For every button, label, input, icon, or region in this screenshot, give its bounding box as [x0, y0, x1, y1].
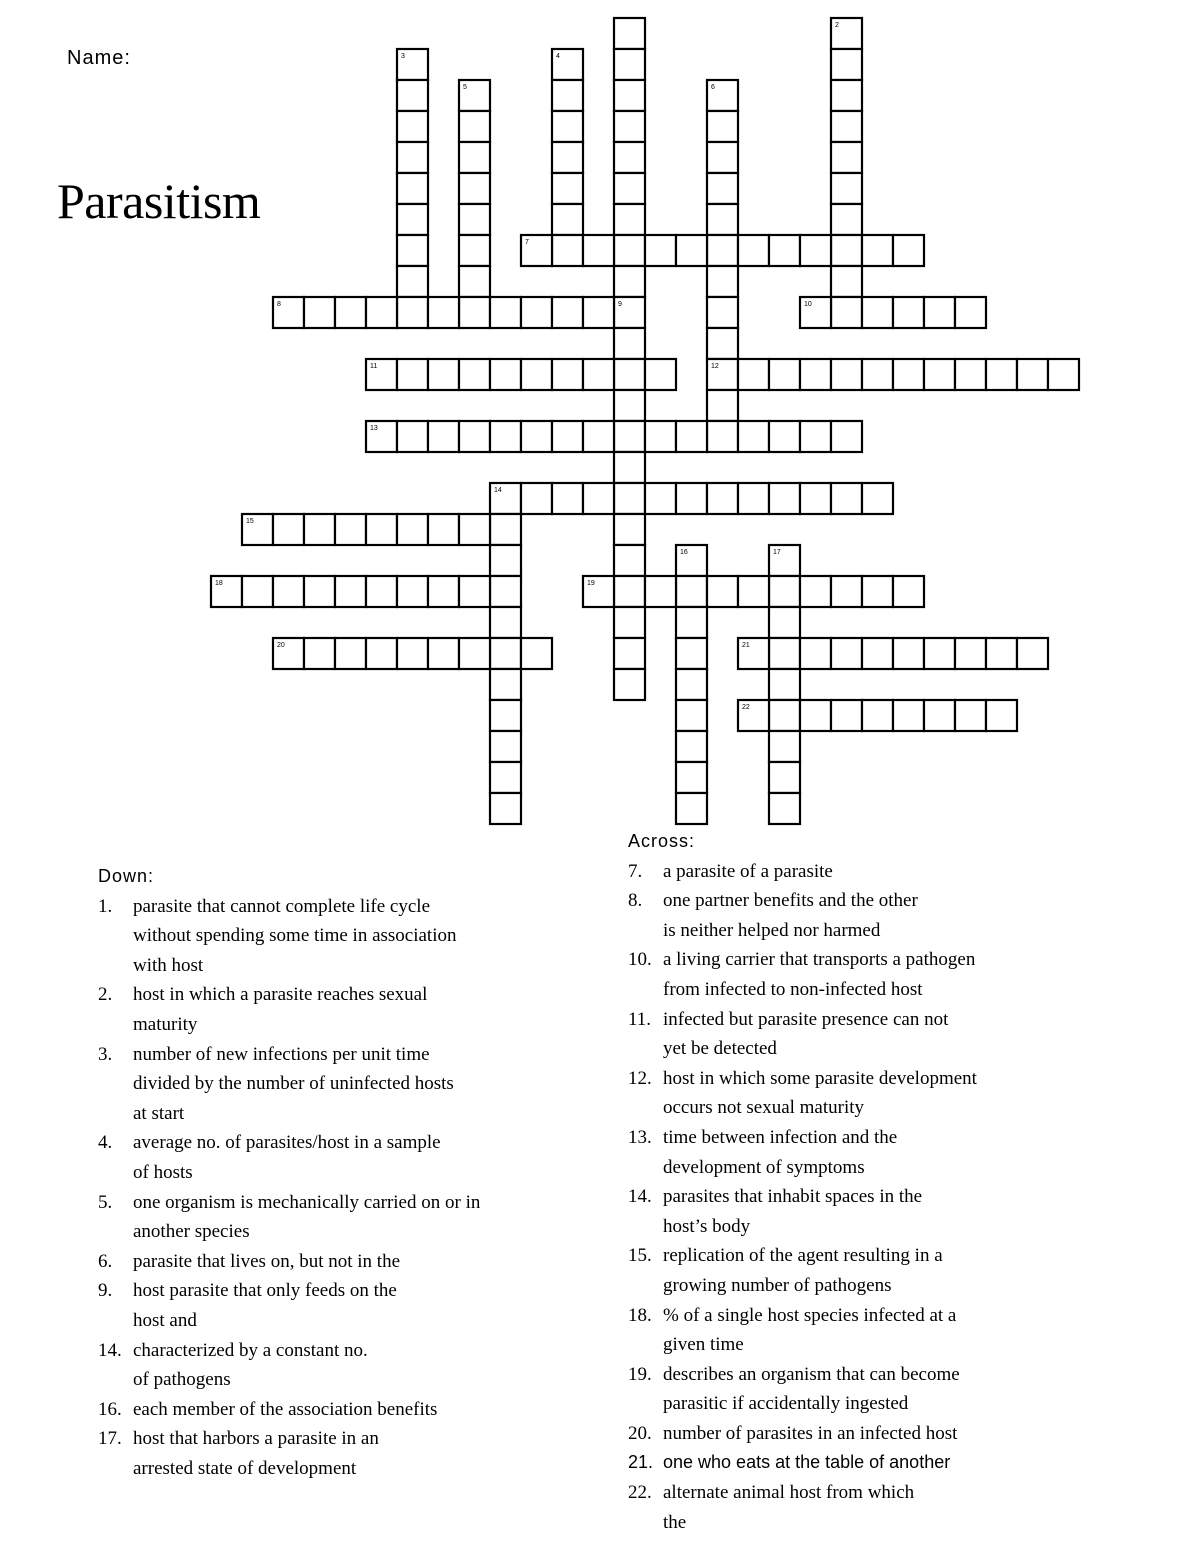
crossword-cell[interactable] — [397, 111, 428, 142]
crossword-cell[interactable] — [831, 483, 862, 514]
crossword-cell[interactable] — [893, 638, 924, 669]
down-heading: Down: — [98, 866, 155, 886]
crossword-cell[interactable] — [707, 328, 738, 359]
across-clue-14: 14. parasites that inhabit spaces in the host’s body — [628, 1186, 923, 1237]
crossword-cell[interactable] — [986, 638, 1017, 669]
crossword-cell[interactable] — [769, 576, 800, 607]
down-clue-3: 3. number of new infections per unit time divided by the number of uninfected hosts at start — [98, 1043, 454, 1124]
crossword-cell[interactable] — [893, 297, 924, 328]
crossword-cell[interactable] — [738, 235, 769, 266]
across-clue-12: 12. host in which some parasite development occurs not sexual maturity — [628, 1067, 977, 1119]
crossword-cell[interactable] — [459, 173, 490, 204]
crossword-cell[interactable] — [335, 576, 366, 607]
crossword-cell[interactable] — [769, 700, 800, 731]
crossword-cell[interactable] — [397, 638, 428, 669]
crossword-cell[interactable] — [366, 576, 397, 607]
crossword-cell[interactable] — [242, 576, 273, 607]
crossword-cell[interactable] — [397, 235, 428, 266]
cell-number-label: 20 — [277, 642, 285, 649]
crossword-cell[interactable] — [273, 576, 304, 607]
crossword-cell[interactable] — [397, 359, 428, 390]
cell-number-label: 7 — [525, 239, 529, 246]
crossword-cell[interactable] — [397, 576, 428, 607]
crossword-cell[interactable] — [614, 328, 645, 359]
cell-number-label: 8 — [277, 301, 281, 308]
crossword-cell[interactable] — [459, 421, 490, 452]
crossword-cell[interactable] — [552, 80, 583, 111]
crossword-cell[interactable] — [800, 235, 831, 266]
crossword-cell[interactable] — [552, 142, 583, 173]
crossword-cell[interactable] — [769, 607, 800, 638]
crossword-cell[interactable] — [676, 762, 707, 793]
crossword-cell[interactable] — [459, 576, 490, 607]
crossword-cell[interactable] — [521, 421, 552, 452]
cell-number-label: 22 — [742, 704, 750, 711]
crossword-cell[interactable] — [614, 266, 645, 297]
crossword-cell[interactable] — [955, 638, 986, 669]
crossword-cell[interactable] — [707, 297, 738, 328]
down-clue-14: 14. characterized by a constant no. of pathogens — [98, 1339, 368, 1391]
crossword-cell[interactable] — [800, 700, 831, 731]
crossword-cell[interactable] — [676, 700, 707, 731]
crossword-cell[interactable] — [862, 638, 893, 669]
crossword-cell[interactable] — [428, 514, 459, 545]
crossword-cell[interactable] — [831, 297, 862, 328]
down-clue-1: 1. parasite that cannot complete life cycle without spending some time in association with host — [98, 895, 457, 976]
crossword-cell[interactable] — [862, 483, 893, 514]
crossword-cell[interactable] — [552, 297, 583, 328]
crossword-cell[interactable] — [366, 638, 397, 669]
crossword-cell[interactable] — [769, 638, 800, 669]
crossword-cell[interactable] — [614, 452, 645, 483]
crossword-cell[interactable] — [552, 204, 583, 235]
down-clue-6: 6. parasite that lives on, but not in the — [98, 1250, 401, 1272]
crossword-cell[interactable] — [707, 173, 738, 204]
crossword-cell[interactable] — [614, 390, 645, 421]
crossword-cell[interactable] — [397, 142, 428, 173]
crossword-cell[interactable] — [490, 638, 521, 669]
crossword-cell[interactable] — [986, 700, 1017, 731]
crossword-cell[interactable] — [397, 204, 428, 235]
crossword-cell[interactable] — [614, 80, 645, 111]
crossword-cell[interactable] — [614, 514, 645, 545]
crossword-cell[interactable] — [831, 421, 862, 452]
crossword-cell[interactable] — [397, 173, 428, 204]
crossword-cell[interactable] — [459, 266, 490, 297]
crossword-cell[interactable] — [459, 359, 490, 390]
crossword-cell[interactable] — [304, 514, 335, 545]
cell-number-label: 6 — [711, 84, 715, 91]
crossword-cell[interactable] — [924, 297, 955, 328]
crossword-cell[interactable] — [1048, 359, 1079, 390]
cell-number-label: 3 — [401, 53, 405, 60]
crossword-cell[interactable] — [490, 700, 521, 731]
crossword-cell[interactable] — [676, 483, 707, 514]
crossword-cell[interactable] — [490, 669, 521, 700]
crossword-cell[interactable] — [831, 204, 862, 235]
page-title: Parasitism — [57, 173, 261, 229]
crossword-cell[interactable] — [428, 576, 459, 607]
crossword-cell[interactable] — [614, 576, 645, 607]
crossword-cell[interactable] — [769, 793, 800, 824]
crossword-cell[interactable] — [614, 421, 645, 452]
crossword-cell[interactable] — [614, 18, 645, 49]
crossword-cell[interactable] — [769, 762, 800, 793]
crossword-cell[interactable] — [707, 204, 738, 235]
crossword-cell[interactable] — [862, 359, 893, 390]
crossword-cell[interactable] — [459, 142, 490, 173]
name-label: Name: — [67, 47, 131, 69]
crossword-cell[interactable] — [955, 297, 986, 328]
crossword-cell[interactable] — [490, 297, 521, 328]
crossword-cell[interactable] — [335, 297, 366, 328]
crossword-cell[interactable] — [831, 638, 862, 669]
crossword-cell[interactable] — [738, 421, 769, 452]
crossword-cell[interactable] — [707, 421, 738, 452]
crossword-cell[interactable] — [893, 235, 924, 266]
crossword-cell[interactable] — [614, 111, 645, 142]
crossword-cell[interactable] — [769, 235, 800, 266]
crossword-cell[interactable] — [273, 514, 304, 545]
crossword-cell[interactable] — [676, 235, 707, 266]
cell-number-label: 9 — [618, 301, 622, 308]
crossword-cell[interactable] — [583, 359, 614, 390]
crossword-cell[interactable] — [614, 204, 645, 235]
cell-number-label: 14 — [494, 487, 502, 494]
crossword-cell[interactable] — [769, 731, 800, 762]
crossword-cell[interactable] — [614, 49, 645, 80]
crossword-cell[interactable] — [707, 390, 738, 421]
crossword-cell[interactable] — [459, 638, 490, 669]
cell-number-label: 5 — [463, 84, 467, 91]
crossword-cell[interactable] — [676, 576, 707, 607]
crossword-cell[interactable] — [521, 359, 552, 390]
crossword-cell[interactable] — [862, 576, 893, 607]
crossword-cell[interactable] — [769, 483, 800, 514]
cell-number-label: 19 — [587, 580, 595, 587]
crossword-cell[interactable] — [397, 266, 428, 297]
crossword-cell[interactable] — [521, 483, 552, 514]
cell-number-label: 13 — [370, 425, 378, 432]
crossword-cell[interactable] — [397, 80, 428, 111]
crossword-cell[interactable] — [490, 607, 521, 638]
crossword-cell[interactable] — [831, 576, 862, 607]
crossword-cell[interactable] — [614, 142, 645, 173]
crossword-cell[interactable] — [397, 297, 428, 328]
crossword-cell[interactable] — [893, 700, 924, 731]
cell-number-label: 18 — [215, 580, 223, 587]
crossword-cell[interactable] — [583, 483, 614, 514]
crossword-cell[interactable] — [645, 235, 676, 266]
crossword-cell[interactable] — [769, 359, 800, 390]
crossword-cell[interactable] — [397, 421, 428, 452]
down-clue-17: 17. host that harbors a parasite in an arrested state of development — [98, 1428, 379, 1479]
cell-number-label: 15 — [246, 518, 254, 525]
crossword-cell[interactable] — [490, 514, 521, 545]
crossword-cell[interactable] — [490, 576, 521, 607]
crossword-cell[interactable] — [831, 142, 862, 173]
crossword-cell[interactable] — [552, 173, 583, 204]
crossword-cell[interactable] — [304, 297, 335, 328]
across-clue-8: 8. one partner benefits and the other is neither helped nor harmed — [628, 890, 918, 941]
crossword-cell[interactable] — [986, 359, 1017, 390]
across-clue-18: 18. % of a single host species infected at a given time — [628, 1304, 957, 1356]
crossword-cell[interactable] — [645, 576, 676, 607]
crossword-cell[interactable] — [459, 111, 490, 142]
crossword-cell[interactable] — [459, 297, 490, 328]
crossword-cell[interactable] — [769, 421, 800, 452]
crossword-cell[interactable] — [397, 514, 428, 545]
crossword-cell[interactable] — [614, 359, 645, 390]
crossword-cell[interactable] — [614, 173, 645, 204]
crossword-cell[interactable] — [676, 607, 707, 638]
across-clues — [628, 827, 1148, 1537]
crossword-cell[interactable] — [1017, 638, 1048, 669]
crossword-cell[interactable] — [707, 483, 738, 514]
crossword-cell[interactable] — [862, 235, 893, 266]
cell-number-label: 11 — [370, 363, 378, 370]
crossword-cell[interactable] — [304, 638, 335, 669]
crossword-cell[interactable] — [490, 359, 521, 390]
crossword-cell[interactable] — [707, 111, 738, 142]
crossword-cell[interactable] — [831, 700, 862, 731]
down-clue-5: 5. one organism is mechanically carried on or in another species — [98, 1191, 481, 1243]
crossword-cell[interactable] — [583, 297, 614, 328]
crossword-cell[interactable] — [614, 545, 645, 576]
crossword-cell[interactable] — [831, 173, 862, 204]
crossword-cell[interactable] — [862, 297, 893, 328]
crossword-cell[interactable] — [552, 421, 583, 452]
crossword-cell[interactable] — [490, 545, 521, 576]
across-clue-7: 7. a parasite of a parasite — [628, 860, 833, 882]
crossword-cell[interactable] — [800, 359, 831, 390]
crossword-cell[interactable] — [893, 576, 924, 607]
crossword-cell[interactable] — [490, 731, 521, 762]
crossword-cell[interactable] — [552, 483, 583, 514]
crossword-cell[interactable] — [521, 297, 552, 328]
crossword-cell[interactable] — [428, 421, 459, 452]
crossword-cell[interactable] — [490, 793, 521, 824]
crossword-cell[interactable] — [924, 700, 955, 731]
crossword-cell[interactable] — [552, 359, 583, 390]
crossword-cell[interactable] — [428, 297, 459, 328]
crossword-cell[interactable] — [831, 235, 862, 266]
crossword-cell[interactable] — [366, 297, 397, 328]
cell-number-label: 4 — [556, 53, 560, 60]
down-clue-2: 2. host in which a parasite reaches sexual maturity — [98, 984, 428, 1035]
across-clue-13: 13. time between infection and the development of symptoms — [628, 1126, 898, 1178]
cell-number-label: 17 — [773, 549, 781, 556]
across-clue-22: 22. alternate animal host from which the — [628, 1482, 915, 1533]
crossword-cell[interactable] — [707, 235, 738, 266]
crossword-cell[interactable] — [583, 235, 614, 266]
crossword-cell[interactable] — [769, 669, 800, 700]
down-clue-9: 9. host parasite that only feeds on the host and — [98, 1280, 397, 1331]
crossword-cell[interactable] — [676, 669, 707, 700]
crossword-cell[interactable] — [738, 483, 769, 514]
crossword-cell[interactable] — [831, 359, 862, 390]
cell-number-label: 21 — [742, 642, 750, 649]
cell-number-label: 10 — [804, 301, 812, 308]
cell-number-label: 16 — [680, 549, 688, 556]
crossword-cell[interactable] — [676, 638, 707, 669]
crossword-cell[interactable] — [614, 235, 645, 266]
across-clue-10: 10. a living carrier that transports a pathogen from infected to non-infected host — [628, 949, 976, 1000]
crossword-cell[interactable] — [490, 421, 521, 452]
crossword-cell[interactable] — [521, 638, 552, 669]
crossword-cell[interactable] — [1017, 359, 1048, 390]
crossword-cell[interactable] — [614, 669, 645, 700]
crossword-cell[interactable] — [676, 793, 707, 824]
cell-number-label: 12 — [711, 363, 719, 370]
crossword-cell[interactable] — [800, 483, 831, 514]
crossword-cell[interactable] — [831, 80, 862, 111]
crossword-cell[interactable] — [459, 514, 490, 545]
crossword-cell[interactable] — [335, 638, 366, 669]
crossword-cell[interactable] — [304, 576, 335, 607]
crossword-cell[interactable] — [552, 235, 583, 266]
across-clue-11: 11. infected but parasite presence can not yet be detected — [628, 1008, 949, 1060]
crossword-cell[interactable] — [800, 421, 831, 452]
crossword-cell[interactable] — [831, 111, 862, 142]
down-clues — [98, 862, 608, 1483]
crossword-cell[interactable] — [552, 111, 583, 142]
crossword-cell[interactable] — [428, 359, 459, 390]
crossword-cell[interactable] — [366, 514, 397, 545]
crossword-cell[interactable] — [893, 359, 924, 390]
crossword-cell[interactable] — [800, 638, 831, 669]
crossword-cell[interactable] — [924, 359, 955, 390]
crossword-cell[interactable] — [707, 266, 738, 297]
crossword-cell[interactable] — [428, 638, 459, 669]
across-clue-19: 19. describes an organism that can become parasitic if accidentally ingested — [628, 1363, 960, 1415]
cell-number-label: 2 — [835, 22, 839, 29]
crossword-cell[interactable] — [924, 638, 955, 669]
crossword-cell[interactable] — [676, 731, 707, 762]
across-clue-15: 15. replication of the agent resulting in a growing number of pathogens — [628, 1245, 943, 1296]
down-clue-16: 16. each member of the association benefits — [98, 1398, 438, 1420]
down-clue-4: 4. average no. of parasites/host in a sample of hosts — [98, 1132, 441, 1183]
crossword-cell[interactable] — [614, 638, 645, 669]
crossword-cell[interactable] — [738, 576, 769, 607]
across-heading: Across: — [628, 831, 696, 851]
crossword-cell[interactable] — [831, 49, 862, 80]
crossword-cell[interactable] — [614, 607, 645, 638]
crossword-cell[interactable] — [490, 762, 521, 793]
crossword-cell[interactable] — [707, 142, 738, 173]
crossword-cell[interactable] — [459, 235, 490, 266]
crossword-cell[interactable] — [738, 359, 769, 390]
across-clue-21: 21. one who eats at the table of another — [628, 1452, 951, 1473]
crossword-cell[interactable] — [335, 514, 366, 545]
crossword-cell[interactable] — [645, 421, 676, 452]
crossword-cell[interactable] — [800, 576, 831, 607]
crossword-cell[interactable] — [645, 483, 676, 514]
crossword-cell[interactable] — [955, 359, 986, 390]
crossword-cell[interactable] — [707, 576, 738, 607]
across-clue-20: 20. number of parasites in an infected host — [628, 1422, 958, 1444]
crossword-cell[interactable] — [645, 359, 676, 390]
crossword-cell[interactable] — [831, 266, 862, 297]
crossword-cell[interactable] — [955, 700, 986, 731]
crossword-cell[interactable] — [862, 700, 893, 731]
crossword-cell[interactable] — [459, 204, 490, 235]
crossword-cell[interactable] — [676, 421, 707, 452]
crossword-cell[interactable] — [583, 421, 614, 452]
crossword-cell[interactable] — [614, 483, 645, 514]
